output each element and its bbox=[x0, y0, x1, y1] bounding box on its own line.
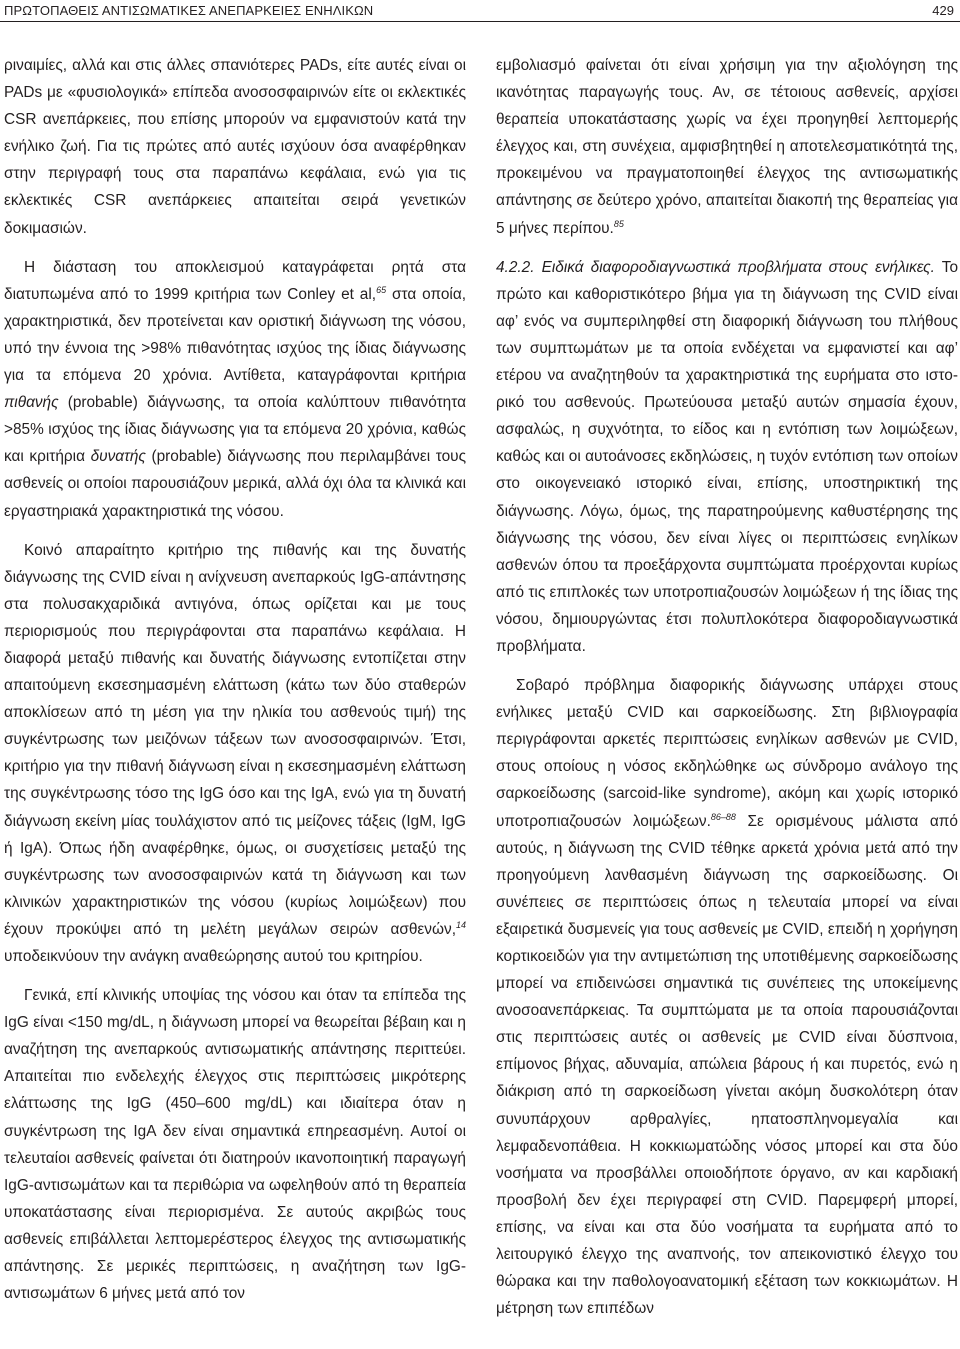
text: Κοινό απαραίτητο κριτήριο της πιθανής και της δυνατής διάγνωσης της CVID είναι η ανίχνευση ανεπαρκούς IgG-απάντησης στα πολυσακχαριδικά αντιγόνα, όπως ορίζεται και με τους περιορισμούς που περιγράφονται στα παραπάνω κεφάλαια. Η διαφορά μεταξύ πιθανής και δυνατής διάγνωσης εντοπίζεται στην απαιτούμενη εκσεσημασμένη ελάττωση (κάτω των δύο σταθερών αποκλίσεων από τη μέση για την ηλικία του ασθενούς τιμή) της συγκέντρωσης των μειζόνων τάξεων των ανοσοσφαιρινών. Έτσι, κριτήριο για την πιθανή διάγνωση είναι η εκσεσημασμένη ελάττωση της συγκέντρωσης τόσο της IgG όσο και της IgA, ενώ για τη δυνατή διάγνωση εκείνη μίας τουλάχιστον από τις μείζονες τάξεις (IgM, IgG ή IgA). Όπως ήδη αναφέρθηκε, όμως, οι συσχετίσεις μεταξύ της συγκέντρωσης των ανοσοσφαιρινών κατά τη διάγνωση και των κλινικών χαρακτηριστικών της νόσου (κυρίως λοιμώξεων) που έχουν προκύψει από τη μελέτη μεγάλων σειρών ασθενών, bbox=[4, 541, 466, 938]
running-title: ΠΡΩΤΟΠΑΘΕΙΣ ΑΝΤΙΣΩΜΑΤΙΚΕΣ ΑΝΕΠΑΡΚΕΙΕΣ ΕΝΗΛΙΚΩΝ bbox=[4, 3, 374, 18]
left-column bbox=[4, 52, 466, 1307]
text: (probable) διάγνωσης, τα οποία καλύπτουν πιθανότητα >85% ισχύος της ίδιας διάγνωσης για τα επόμενα 20 χρόνια, καθώς και κριτήρια bbox=[4, 394, 466, 466]
paragraph bbox=[496, 52, 958, 242]
text: στα οποία, χαρακτηριστικά, δεν προτείνεται καν οριστική διάγνωση της νόσου, υπό την έννοια της >98% πιθανότητας ισχύος της ίδιας διάγνωσης για τα επόμενα 20 χρόνια. Αντίθετα, καταγράφονται κριτήρια bbox=[4, 285, 466, 385]
paragraph: ριναιμίες, αλλά και στις άλλες σπανιότερες PADs, είτε αυτές είναι οι PADs με «φυσιολογικά» επίπεδα ανοσοσφαιρινών είτε οι εκλεκτικές CSR ανεπάρκειες, που επίσης μπορούν να εμφανιστούν κατά την ενήλικο ζωή. Για τις πρώτες από αυτές ισχύουν όσα αναφέρθηκαν στην περιγραφή τους στα παραπάνω κεφάλαια, ενώ για τις εκλεκτικές CSR ανεπάρκειες απαιτείται σειρά γενετικών δοκιμασιών. bbox=[4, 57, 466, 237]
paragraph bbox=[4, 254, 466, 525]
page-header bbox=[0, 0, 960, 22]
emphasis: δυνατής bbox=[90, 448, 146, 466]
paragraph bbox=[496, 672, 958, 1322]
page-number: 429 bbox=[932, 3, 954, 18]
text: (probable) διάγνωσης που περιλαμβάνει τους ασθενείς οι οποίοι παρουσιάζουν μερικά, αλλά όχι όλα τα κλινικά και εργαστηριακά χαρακτηριστικά της νόσου. bbox=[4, 448, 466, 520]
paragraph: Γενικά, επί κλινικής υποψίας της νόσου και όταν τα επίπεδα της IgG είναι <150 mg/dL, η διάγνωση μπορεί να θεωρείται βέβαιη και η αναζήτηση της ανεπαρκούς αντισωματικής απάντησης περιττεύει. Απαιτείται πιο ενδελεχής έλεγχος στις περιπτώσεις μικρότερης ελάττωσης της IgG (450‒600 mg/dL) και ιδιαίτερα όταν η συγκέντρωση της IgA δεν είναι σημαντικά επηρεασμένη. Αυτοί οι τελευταίοι ασθενείς φαίνεται ότι διατηρούν ικανοποιητική παραγωγή IgG-αντισωμάτων και τα περιθώρια να ωφεληθούν από τη θεραπεία υποκατάστασης είναι περιορισμένα. Σε αυτούς ακριβώς τους ασθενείς επιβάλλεται λεπτομερέστερος έλεγχος της αντισωματικής απάντησης. Σε μερικές περιπτώσεις, η αναζήτηση των IgG-αντισωμάτων 6 μήνες μετά από τον bbox=[4, 987, 466, 1303]
citation: 65 bbox=[376, 284, 387, 295]
citation: 14 bbox=[455, 919, 466, 930]
paragraph bbox=[496, 254, 958, 660]
text: Η διάσταση του αποκλεισμού καταγράφεται ρητά στα διατυπωμένα από το 1999 κριτήρια των Conley et al, bbox=[4, 258, 466, 303]
text: Σε ορισμένους μάλιστα από αυτούς, η διάγνωση της CVID τέθηκε αρκετά χρόνια μετά από την προηγούμενη λανθασμένη διάγνωση της σαρκοείδωσης. Οι συνέπειες σε περιπτώσεις όπως η τελευταία μπορεί να είναι εξαιρετικά δυσμενείς για τους ασθενείς με CVID, επειδή η χορήγηση κορτικοειδών για την αντιμετώπιση της υποτιθέμενης σαρκοείδωσης μπορεί να επιδεινώσει σημαντικά τις συνέπειες της υποκείμενης ανοσοανεπάρκειας. Τα συμπτώματα με τα οποία παρουσιάζονται στις περιπτώσεις αυτές οι ασθενείς με CVID είναι δύσπνοια, επίμονος βήχας, αδυναμία, απώλεια βάρους ή και πυρετός, ενώ η διάκριση από τη σαρκοείδωση γίνεται ακόμη δυσκολότερη όταν συνυπάρχουν αρθραλγίες, ηπατοσπληνομεγαλία και λεμφαδενοπάθεια. Η κοκκιωματώδης νόσος μπορεί και στα δύο νοσήματα να προσβάλλει οποιοδήποτε όργανο, αν και καρδιακή προσβολή δεν έχει περιγραφεί στη CVID. Παρεμφερή μπορεί, επίσης, να είναι και στα δύο νοσήματα τα ευρήματα από το λειτουργικό έλεγχο της αναπνοής, τον απεικονιστικό έλεγχο του θώρακα και την παθολογοανατομική εξέταση των κοκκιωμάτων. Η μέτρηση των επιπέδων bbox=[496, 812, 958, 1318]
text: εμβολιασμό φαίνεται ότι είναι χρήσιμη για την αξιολόγηση της ικανότητας παραγωγής τους. Αν, σε τέτοιους ασθενείς, αρχίσει θεραπεία υποκατάστασης χωρίς να έχει προηγηθεί λεπτομερής έλεγχος και, στη συνέχεια, αμφισβητηθεί η αποτελεσματικότητά της, προκειμένου να πραγματοποιηθεί έλεγχος της αντισωματικής απάντησης σε δεύτερο χρόνο, απαιτείται διακοπή της θεραπείας για 5 μήνες περίπου. bbox=[496, 57, 958, 237]
citation: 85 bbox=[613, 218, 624, 229]
text: Σοβαρό πρόβλημα διαφορικής διάγνωσης υπάρχει στους ενήλικες μεταξύ CVID και σαρκοείδωσης. Στη βιβλιογραφία περιγράφονται αρκετές περιπτώσεις ενηλίκων ασθενών με CVID, στους οποίους η νόσος εκδηλώθηκε ως σύνδρομο ανάλογο της σαρκοείδωσης (sarcoid-like syndrome), ακόμη και χωρίς ιστορικό υποτροπιαζουσών λοιμώξεων. bbox=[496, 677, 958, 830]
text: υποδεικνύουν την ανάγκη αναθεώρησης αυτού του κριτηρίου. bbox=[4, 948, 423, 965]
emphasis: πιθανής bbox=[4, 394, 59, 412]
section-heading: 4.2.2. Ειδικά διαφοροδιαγνωστικά προβλήματα στους ενήλικες. bbox=[496, 258, 935, 276]
paragraph bbox=[4, 537, 466, 971]
citation: 86‒88 bbox=[710, 811, 736, 822]
right-column bbox=[496, 52, 958, 1322]
text: Το πρώτο και καθοριστικότερο βήμα για τη διάγνωση της CVID είναι αφ’ ενός να συμπεριληφθεί στη διαφορική διάγνωση του πλήθους των συμπτωμάτων με τα οποία ενδέχεται να εμφανιστεί και αφ’ ετέρου να αναζητηθούν τα χαρακτηριστικά της ευρήματα στο ιστορικό του ασθενούς. Πρωτεύουσα μεταξύ αυτών σημασία έχουν, ασφαλώς, η συχνότητα, το είδος και η εντόπιση των λοιμώξεων, καθώς και οι αυτοάνοσες εκδηλώσεις, η τυχόν εντόπιση των οποίων στο οικογενειακό ιστορικό είναι, επίσης, υποστηρικτική της διάγνωσης. Λόγω, όμως, της παρατηρούμενης καθυστέρησης της διάγνωσης της νόσου, δεν είναι λίγες οι περιπτώσεις ενηλίκων ασθενών όπου τα προεξάρχοντα συμπτώματα προέρχονται κυρίως από τις επιπλοκές των υποτροπιαζουσών λοιμώξεων ή της ίδιας της νόσου, δημιουργώντας έτσι πολυπλοκότερα διαφοροδιαγνωστικά προβλήματα. bbox=[496, 258, 958, 655]
